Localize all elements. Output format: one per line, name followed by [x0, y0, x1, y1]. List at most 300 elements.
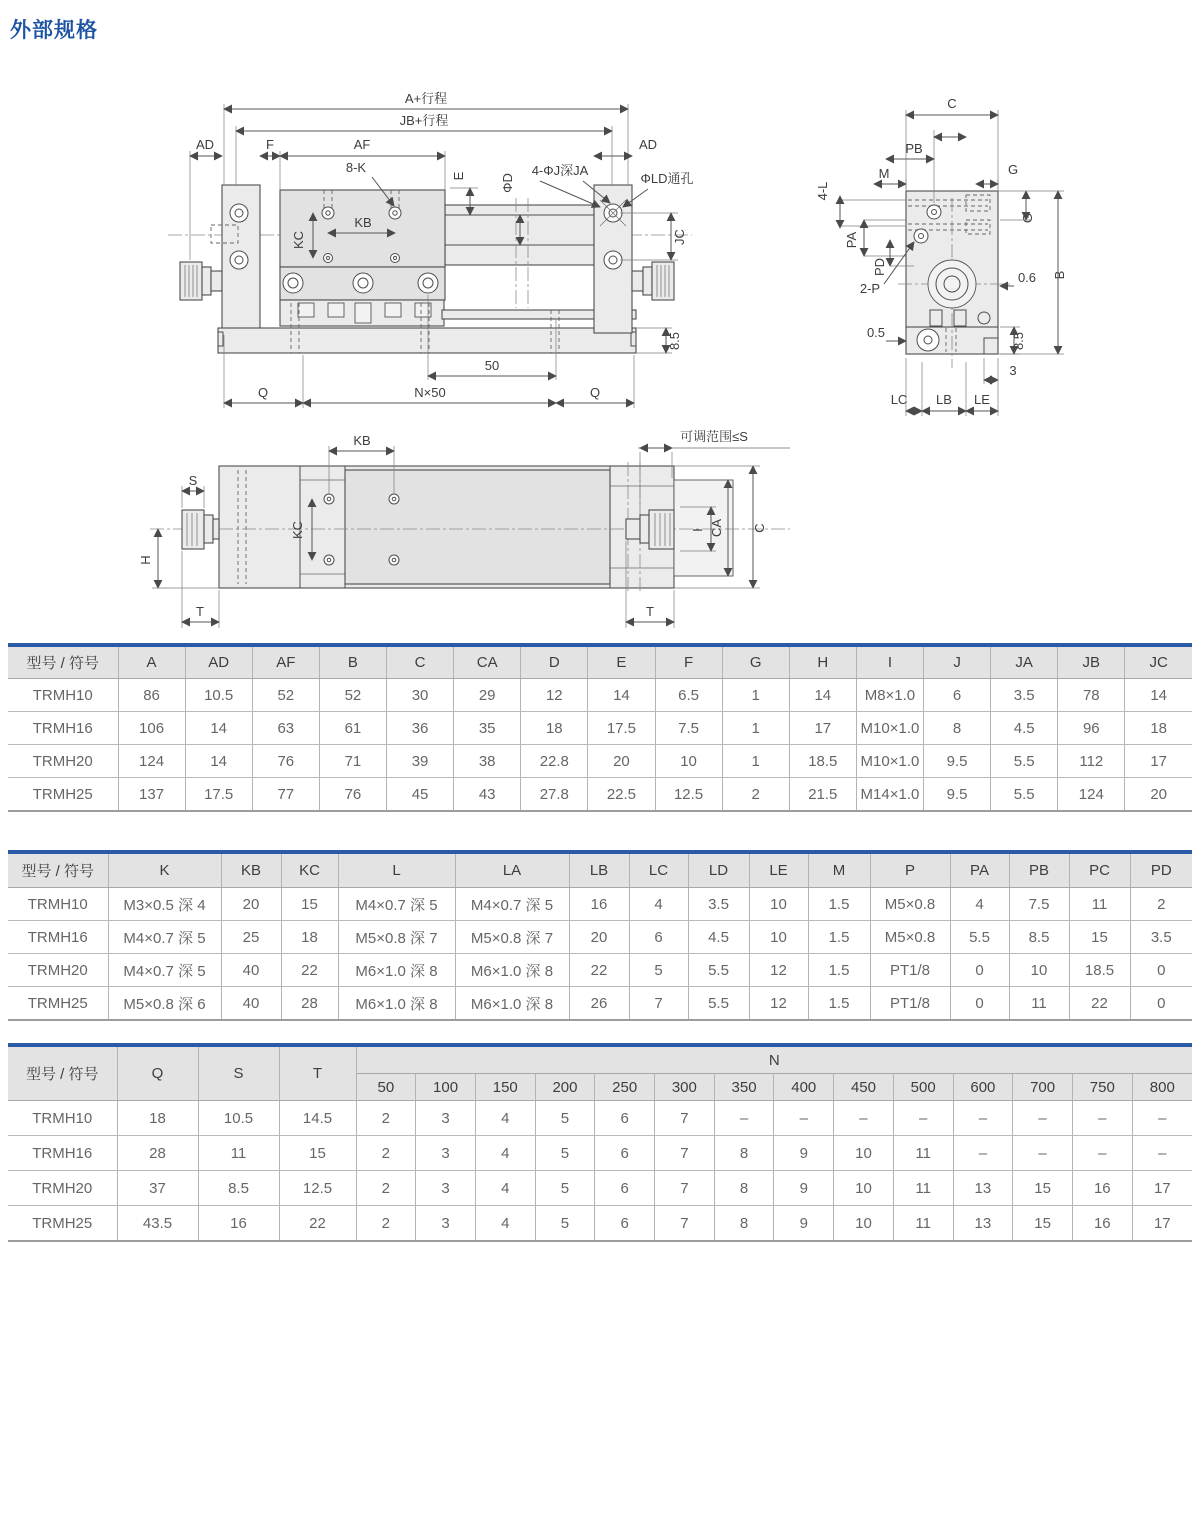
table-cell: JB	[1058, 645, 1125, 679]
value-cell: 10	[655, 745, 722, 778]
dim-label: 可调范围≤S	[680, 429, 748, 444]
value-cell: 15	[1013, 1171, 1073, 1206]
value-cell: 10	[749, 888, 808, 921]
value-cell: 6	[595, 1136, 655, 1171]
dim-label: ΦD	[500, 173, 515, 193]
value-cell: 1	[722, 712, 789, 745]
value-cell: 37	[117, 1171, 198, 1206]
table-cell: 350	[714, 1074, 774, 1101]
value-cell: 16	[198, 1206, 279, 1242]
value-cell: 76	[319, 778, 386, 812]
dim-label: KC	[290, 520, 305, 540]
table-cell: LE	[749, 852, 808, 888]
value-cell: 137	[118, 778, 185, 812]
dim-label: LC	[890, 392, 908, 407]
value-cell: 22.5	[588, 778, 655, 812]
value-cell: 9	[774, 1136, 834, 1171]
value-cell: 8	[924, 712, 991, 745]
value-cell: M4×0.7 深 5	[338, 888, 455, 921]
value-cell: 2	[356, 1101, 416, 1136]
value-cell: 106	[118, 712, 185, 745]
value-cell: 4	[475, 1101, 535, 1136]
value-cell: 6	[595, 1101, 655, 1136]
value-cell: 2	[356, 1206, 416, 1242]
value-cell: 2	[722, 778, 789, 812]
value-cell: 10	[749, 921, 808, 954]
table-cell: 250	[595, 1074, 655, 1101]
value-cell: 5	[535, 1171, 595, 1206]
value-cell: 2	[1130, 888, 1192, 921]
value-cell: 18	[281, 921, 338, 954]
table-row	[8, 778, 1192, 812]
table-cell: PC	[1069, 852, 1130, 888]
value-cell: 43.5	[117, 1206, 198, 1242]
value-cell: 3.5	[688, 888, 749, 921]
value-cell: 6	[629, 921, 688, 954]
model-cell: TRMH20	[8, 745, 118, 778]
value-cell: 2	[356, 1136, 416, 1171]
value-cell: M5×0.8	[870, 921, 950, 954]
value-cell: M6×1.0 深 8	[455, 954, 569, 987]
table-row	[8, 1206, 1192, 1242]
value-cell: 10	[834, 1136, 894, 1171]
value-cell: 43	[454, 778, 521, 812]
value-cell: 12	[521, 679, 588, 712]
table-cell: KB	[221, 852, 281, 888]
model-cell: TRMH16	[8, 921, 108, 954]
table-cell: F	[655, 645, 722, 679]
table-row	[8, 1171, 1192, 1206]
side-view	[815, 96, 1067, 416]
value-cell: –	[1132, 1101, 1192, 1136]
value-cell: 5	[535, 1101, 595, 1136]
value-cell: M8×1.0	[856, 679, 923, 712]
table-cell: JC	[1125, 645, 1192, 679]
dim-label: KB	[353, 433, 371, 448]
value-cell: 4	[475, 1136, 535, 1171]
table-row	[8, 888, 1192, 921]
table-cell: AF	[252, 645, 319, 679]
value-cell: 86	[118, 679, 185, 712]
table-cell: 450	[834, 1074, 894, 1101]
table-cell: G	[722, 645, 789, 679]
model-cell: TRMH10	[8, 888, 108, 921]
value-cell: 4.5	[688, 921, 749, 954]
value-cell: 124	[118, 745, 185, 778]
value-cell: 20	[588, 745, 655, 778]
value-cell: 1	[722, 745, 789, 778]
dim-label: N×50	[414, 385, 446, 400]
value-cell: –	[1013, 1136, 1073, 1171]
value-cell: 9	[774, 1171, 834, 1206]
dim-label: B	[1052, 270, 1067, 280]
value-cell: 1.5	[808, 987, 870, 1021]
value-cell: 14	[185, 745, 252, 778]
value-cell: –	[953, 1101, 1013, 1136]
value-cell: –	[774, 1101, 834, 1136]
dim-label: 50	[484, 358, 500, 373]
value-cell: 8	[714, 1171, 774, 1206]
value-cell: 6	[595, 1171, 655, 1206]
value-cell: 20	[221, 888, 281, 921]
value-cell: M5×0.8 深 6	[108, 987, 221, 1021]
value-cell: –	[893, 1101, 953, 1136]
value-cell: 10.5	[185, 679, 252, 712]
value-cell: 0	[950, 954, 1009, 987]
value-cell: 6	[595, 1206, 655, 1242]
value-cell: 22	[279, 1206, 356, 1242]
table-cell: K	[108, 852, 221, 888]
value-cell: M4×0.7 深 5	[108, 921, 221, 954]
value-cell: 11	[893, 1206, 953, 1242]
value-cell: 18.5	[789, 745, 856, 778]
dim-label: JB+行程	[399, 113, 449, 128]
dim-label: KC	[291, 230, 306, 250]
value-cell: 22.8	[521, 745, 588, 778]
table-cell: LC	[629, 852, 688, 888]
dim-label: 0.6	[1017, 270, 1037, 285]
value-cell: 11	[198, 1136, 279, 1171]
value-cell: –	[1013, 1101, 1073, 1136]
dim-label: G	[1007, 162, 1019, 177]
value-cell: 0	[1130, 987, 1192, 1021]
value-cell: 3.5	[1130, 921, 1192, 954]
table-cell: AD	[185, 645, 252, 679]
value-cell: 11	[893, 1136, 953, 1171]
value-cell: –	[1072, 1136, 1132, 1171]
value-cell: 18	[1125, 712, 1192, 745]
dim-label: PD	[872, 257, 887, 277]
table-cell: JA	[991, 645, 1058, 679]
value-cell: 18	[521, 712, 588, 745]
table-cell: 型号 / 符号	[8, 852, 108, 888]
value-cell: 8	[714, 1206, 774, 1242]
dim-label: KB	[354, 215, 372, 230]
value-cell: 6.5	[655, 679, 722, 712]
value-cell: 96	[1058, 712, 1125, 745]
value-cell: M6×1.0 深 8	[455, 987, 569, 1021]
value-cell: 38	[454, 745, 521, 778]
table-cell: 600	[953, 1074, 1013, 1101]
spec-table-2-wrap	[8, 850, 1192, 1021]
value-cell: 28	[117, 1136, 198, 1171]
table-row	[8, 921, 1192, 954]
dim-label: AF	[353, 137, 371, 152]
model-cell: TRMH20	[8, 954, 108, 987]
value-cell: 76	[252, 745, 319, 778]
value-cell: 45	[387, 778, 454, 812]
value-cell: 5.5	[991, 778, 1058, 812]
value-cell: 20	[569, 921, 629, 954]
table-header-row	[8, 852, 1192, 888]
value-cell: 3	[416, 1136, 476, 1171]
dim-label: PB	[905, 141, 923, 156]
value-cell: 61	[319, 712, 386, 745]
spec-table-2	[8, 850, 1192, 1021]
value-cell: 5	[535, 1136, 595, 1171]
dim-label: T	[196, 604, 204, 619]
dim-label: CA	[709, 518, 724, 538]
value-cell: 9.5	[924, 778, 991, 812]
table-row	[8, 745, 1192, 778]
value-cell: 77	[252, 778, 319, 812]
model-cell: TRMH16	[8, 1136, 117, 1171]
value-cell: 14	[185, 712, 252, 745]
value-cell: 30	[387, 679, 454, 712]
table-cell: B	[319, 645, 386, 679]
dim-label: Q	[589, 385, 601, 400]
dim-label: H	[138, 555, 153, 565]
dim-label: 3	[1009, 363, 1017, 378]
table-row	[8, 1101, 1192, 1136]
table-cell: LB	[569, 852, 629, 888]
value-cell: 9.5	[924, 745, 991, 778]
spec-table-1	[8, 643, 1192, 812]
model-cell: TRMH16	[8, 712, 118, 745]
value-cell: 22	[569, 954, 629, 987]
value-cell: 12.5	[655, 778, 722, 812]
table-cell: M	[808, 852, 870, 888]
value-cell: 14	[588, 679, 655, 712]
header-t: T	[279, 1045, 356, 1101]
value-cell: 2	[356, 1171, 416, 1206]
value-cell: 15	[1069, 921, 1130, 954]
value-cell: M5×0.8	[870, 888, 950, 921]
value-cell: 10	[834, 1206, 894, 1242]
table-cell: A	[118, 645, 185, 679]
model-cell: TRMH10	[8, 679, 118, 712]
value-cell: 15	[1013, 1206, 1073, 1242]
spec-table-3-wrap	[8, 1043, 1192, 1242]
table-cell: 150	[475, 1074, 535, 1101]
value-cell: –	[953, 1136, 1013, 1171]
value-cell: 0	[950, 987, 1009, 1021]
value-cell: 7.5	[1009, 888, 1069, 921]
dim-label: 8-K	[345, 160, 367, 175]
value-cell: 3	[416, 1206, 476, 1242]
value-cell: 27.8	[521, 778, 588, 812]
value-cell: 5.5	[688, 987, 749, 1021]
value-cell: 40	[221, 987, 281, 1021]
dim-label: Q	[257, 385, 269, 400]
dim-label: 0.5	[866, 325, 886, 340]
table-cell: L	[338, 852, 455, 888]
value-cell: 10.5	[198, 1101, 279, 1136]
value-cell: 4	[475, 1171, 535, 1206]
value-cell: 4.5	[991, 712, 1058, 745]
header-n-group: N	[356, 1045, 1192, 1074]
value-cell: 13	[953, 1206, 1013, 1242]
table-cell: LA	[455, 852, 569, 888]
table-cell: 700	[1013, 1074, 1073, 1101]
front-view	[168, 91, 694, 408]
dim-label: A+行程	[404, 91, 448, 106]
page-title: 外部规格	[10, 19, 98, 42]
table-cell: PB	[1009, 852, 1069, 888]
value-cell: 12	[749, 954, 808, 987]
dim-label: M	[878, 166, 890, 181]
dim-label: LE	[974, 392, 990, 407]
value-cell: 5	[629, 954, 688, 987]
table-row	[8, 987, 1192, 1021]
dim-label: G	[1020, 212, 1035, 224]
table-cell: I	[856, 645, 923, 679]
value-cell: 16	[569, 888, 629, 921]
dim-label: 2-P	[859, 281, 881, 296]
value-cell: 3	[416, 1171, 476, 1206]
dim-label: JC	[672, 229, 687, 245]
value-cell: 28	[281, 987, 338, 1021]
value-cell: 10	[834, 1171, 894, 1206]
header-q: Q	[117, 1045, 198, 1101]
table-cell: PD	[1130, 852, 1192, 888]
table-cell: P	[870, 852, 950, 888]
table-cell: PA	[950, 852, 1009, 888]
value-cell: 5	[535, 1206, 595, 1242]
value-cell: 12	[749, 987, 808, 1021]
value-cell: 5.5	[991, 745, 1058, 778]
value-cell: M6×1.0 深 8	[338, 954, 455, 987]
value-cell: M5×0.8 深 7	[455, 921, 569, 954]
value-cell: 1.5	[808, 921, 870, 954]
model-cell: TRMH10	[8, 1101, 117, 1136]
value-cell: 112	[1058, 745, 1125, 778]
value-cell: 0	[1130, 954, 1192, 987]
dim-label: LB	[936, 392, 952, 407]
value-cell: 16	[1072, 1171, 1132, 1206]
value-cell: 1	[722, 679, 789, 712]
table-cell: H	[789, 645, 856, 679]
dim-label: C	[947, 96, 957, 111]
value-cell: 25	[221, 921, 281, 954]
table-cell: 800	[1132, 1074, 1192, 1101]
dim-label: C	[752, 523, 767, 533]
value-cell: 14.5	[279, 1101, 356, 1136]
table-cell: E	[588, 645, 655, 679]
value-cell: 36	[387, 712, 454, 745]
value-cell: 16	[1072, 1206, 1132, 1242]
dim-label: AD	[195, 137, 215, 152]
value-cell: 71	[319, 745, 386, 778]
model-cell: TRMH25	[8, 1206, 117, 1242]
value-cell: M10×1.0	[856, 745, 923, 778]
value-cell: 17	[1125, 745, 1192, 778]
value-cell: 15	[281, 888, 338, 921]
value-cell: 12.5	[279, 1171, 356, 1206]
value-cell: 40	[221, 954, 281, 987]
dim-label: T	[646, 604, 654, 619]
value-cell: 4	[475, 1206, 535, 1242]
value-cell: M14×1.0	[856, 778, 923, 812]
model-cell: TRMH20	[8, 1171, 117, 1206]
value-cell: 78	[1058, 679, 1125, 712]
value-cell: 4	[950, 888, 1009, 921]
value-cell: 20	[1125, 778, 1192, 812]
value-cell: 1.5	[808, 888, 870, 921]
value-cell: 52	[319, 679, 386, 712]
table-cell: CA	[454, 645, 521, 679]
spec-table-3	[8, 1043, 1192, 1242]
table-cell: 750	[1072, 1074, 1132, 1101]
model-cell: TRMH25	[8, 778, 118, 812]
header-model: 型号 / 符号	[8, 1045, 117, 1101]
table-cell: 500	[893, 1074, 953, 1101]
table-header-row	[8, 645, 1192, 679]
value-cell: 21.5	[789, 778, 856, 812]
technical-drawing	[0, 70, 1200, 630]
dim-label: ΦLD通孔	[640, 171, 694, 186]
value-cell: 22	[1069, 987, 1130, 1021]
value-cell: 11	[1009, 987, 1069, 1021]
value-cell: 1.5	[808, 954, 870, 987]
value-cell: 14	[1125, 679, 1192, 712]
value-cell: 6	[924, 679, 991, 712]
value-cell: 35	[454, 712, 521, 745]
value-cell: PT1/8	[870, 954, 950, 987]
table-row	[8, 712, 1192, 745]
table-cell: 100	[416, 1074, 476, 1101]
value-cell: 17.5	[185, 778, 252, 812]
table-row	[8, 1136, 1192, 1171]
table-cell: 50	[356, 1074, 416, 1101]
value-cell: M4×0.7 深 5	[455, 888, 569, 921]
value-cell: 3	[416, 1101, 476, 1136]
value-cell: 52	[252, 679, 319, 712]
value-cell: 17	[1132, 1171, 1192, 1206]
value-cell: 7	[655, 1136, 715, 1171]
table-cell: D	[521, 645, 588, 679]
dim-label: 8.5	[667, 331, 682, 351]
value-cell: 124	[1058, 778, 1125, 812]
dim-label: 4-ΦJ深JA	[531, 163, 589, 178]
value-cell: M4×0.7 深 5	[108, 954, 221, 987]
dim-label: F	[266, 137, 274, 152]
dim-label: 4-L	[815, 181, 830, 201]
value-cell: –	[834, 1101, 894, 1136]
dim-label: AD	[638, 137, 658, 152]
value-cell: 8.5	[198, 1171, 279, 1206]
value-cell: 39	[387, 745, 454, 778]
table-cell: KC	[281, 852, 338, 888]
value-cell: 11	[893, 1171, 953, 1206]
spec-table-1-wrap	[8, 643, 1192, 812]
dim-label: 8.5	[1011, 331, 1026, 351]
value-cell: 9	[774, 1206, 834, 1242]
table-cell: J	[924, 645, 991, 679]
table-cell: 200	[535, 1074, 595, 1101]
value-cell: 13	[953, 1171, 1013, 1206]
value-cell: 7	[655, 1101, 715, 1136]
value-cell: 7	[655, 1206, 715, 1242]
dim-label: E	[451, 171, 466, 181]
top-view	[138, 429, 790, 628]
value-cell: 15	[279, 1136, 356, 1171]
value-cell: 7.5	[655, 712, 722, 745]
value-cell: 14	[789, 679, 856, 712]
table-row	[8, 954, 1192, 987]
table-cell: C	[387, 645, 454, 679]
value-cell: 18	[117, 1101, 198, 1136]
table-cell: LD	[688, 852, 749, 888]
table-cell: 型号 / 符号	[8, 645, 118, 679]
value-cell: 29	[454, 679, 521, 712]
value-cell: 11	[1069, 888, 1130, 921]
value-cell: 10	[1009, 954, 1069, 987]
table-cell: 300	[655, 1074, 715, 1101]
value-cell: 4	[629, 888, 688, 921]
value-cell: –	[714, 1101, 774, 1136]
value-cell: 7	[629, 987, 688, 1021]
